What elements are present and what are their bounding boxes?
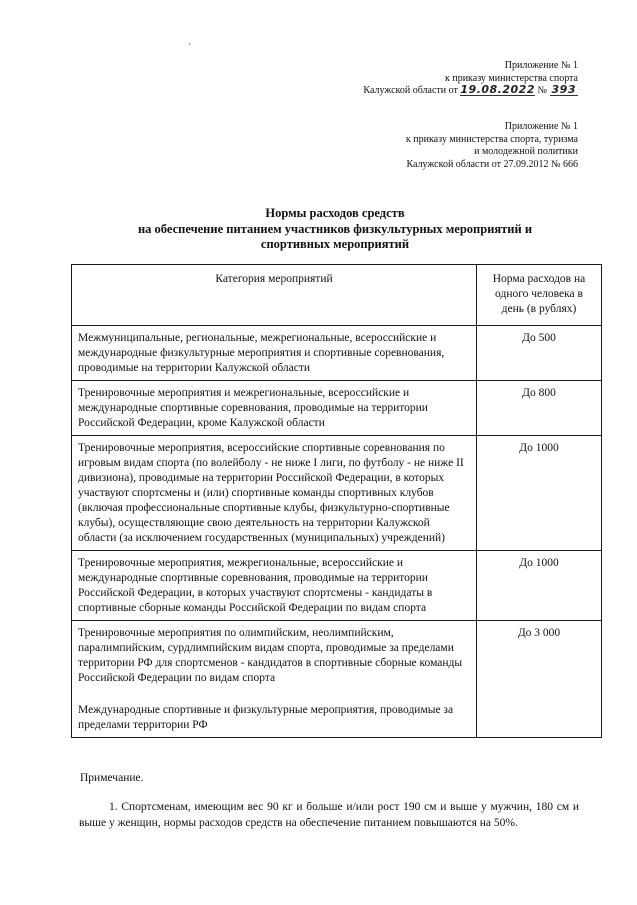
header-norm: Норма расходов на одного человека в день (в рублях) <box>477 265 602 326</box>
title-line1: Нормы расходов средств <box>265 206 405 220</box>
row-category: Тренировочные мероприятия, всероссийские спортивные соревнования по игровым видам спорта (по волейболу - не ниже I лиги, по футболу - не ниже II дивизиона), проводимые на территории Российской Федерации, в которых участвуют спортсмены и (или) спортивные команды спортивных клубов (включая профессиональные спортивные клубы, физкультурно-спортивные клубы), осуществляющие свою деятельность на территории Калужской области (за исключением государственных (муниципальных) учреждений) <box>72 436 477 551</box>
stray-pen-mark: ˊ <box>188 43 192 54</box>
row-category-main: Тренировочные мероприятия по олимпийским, неолимпийским, паралимпийским, сурдлимпийским видам спорта, проводимые за пределами территории РФ для спортсменов - кандидатов в спортивные сборные команды Российской Федерации по видам спорта <box>78 627 463 684</box>
row-norm: До 800 <box>477 381 602 436</box>
row-norm: До 3 000 <box>477 621 602 738</box>
appendix-current-line2: к приказу министерства спорта <box>444 72 578 84</box>
row-category <box>72 621 477 738</box>
table-row <box>72 381 602 436</box>
appendix-original-header <box>406 121 578 171</box>
appendix-current-number-prefix: № <box>537 85 548 96</box>
table-header-row <box>72 265 602 326</box>
document-title <box>80 206 590 253</box>
table-row <box>72 436 602 551</box>
appendix-current-line1: Приложение № 1 <box>504 60 578 71</box>
row-norm: До 500 <box>477 326 602 381</box>
row-category-spacer <box>78 686 470 703</box>
title-line3: спортивных мероприятий <box>260 237 410 251</box>
row-category-extra: Международные спортивные и физкультурные мероприятия, проводимые за пределами территории РФ <box>78 704 454 731</box>
appendix-current-line3 <box>363 85 578 98</box>
appendix-original-line3: и молодежной политики <box>474 146 578 157</box>
row-category: Тренировочные мероприятия и межрегиональные, всероссийские и международные спортивные соревнования, проводимые на территории Российской Федерации, кроме Калужской области <box>72 381 477 436</box>
note-text: 1. Спортсменам, имеющим вес 90 кг и больше и/или рост 190 см и выше у мужчин, 180 см и выше у женщин, нормы расходов средств на обеспечение питанием повышаются на 50%. <box>79 801 579 829</box>
header-category: Категория мероприятий <box>72 265 477 326</box>
appendix-original-line1: Приложение № 1 <box>504 121 578 132</box>
appendix-current-date-prefix: Калужской области от <box>363 85 458 96</box>
appendix-original-line4: Калужской области от 27.09.2012 № 666 <box>406 158 578 170</box>
handwritten-number: 393 <box>551 83 576 96</box>
title-line2: на обеспечение питанием участников физкультурных мероприятий и <box>137 221 533 236</box>
handwritten-date: 19.08.2022 <box>460 83 535 96</box>
row-norm: До 1000 <box>477 436 602 551</box>
table-row <box>72 551 602 621</box>
appendix-original-line2: к приказу министерства спорта, туризма <box>405 133 578 145</box>
table-row <box>72 326 602 381</box>
norms-table <box>71 264 602 738</box>
note-title: Примечание. <box>80 772 144 784</box>
appendix-current-header <box>363 60 578 98</box>
table-row <box>72 621 602 738</box>
row-category: Межмуниципальные, региональные, межрегиональные, всероссийские и международные физкультурные мероприятия и спортивные соревнования, проводимые на территории Калужской области <box>72 326 477 381</box>
row-norm: До 1000 <box>477 551 602 621</box>
row-category: Тренировочные мероприятия, межрегиональные, всероссийские и международные спортивные соревнования, проводимые на территории Российской Федерации, в которых участвуют спортсмены - кандидаты в спортивные сборные команды Российской Федерации по видам спорта <box>72 551 477 621</box>
